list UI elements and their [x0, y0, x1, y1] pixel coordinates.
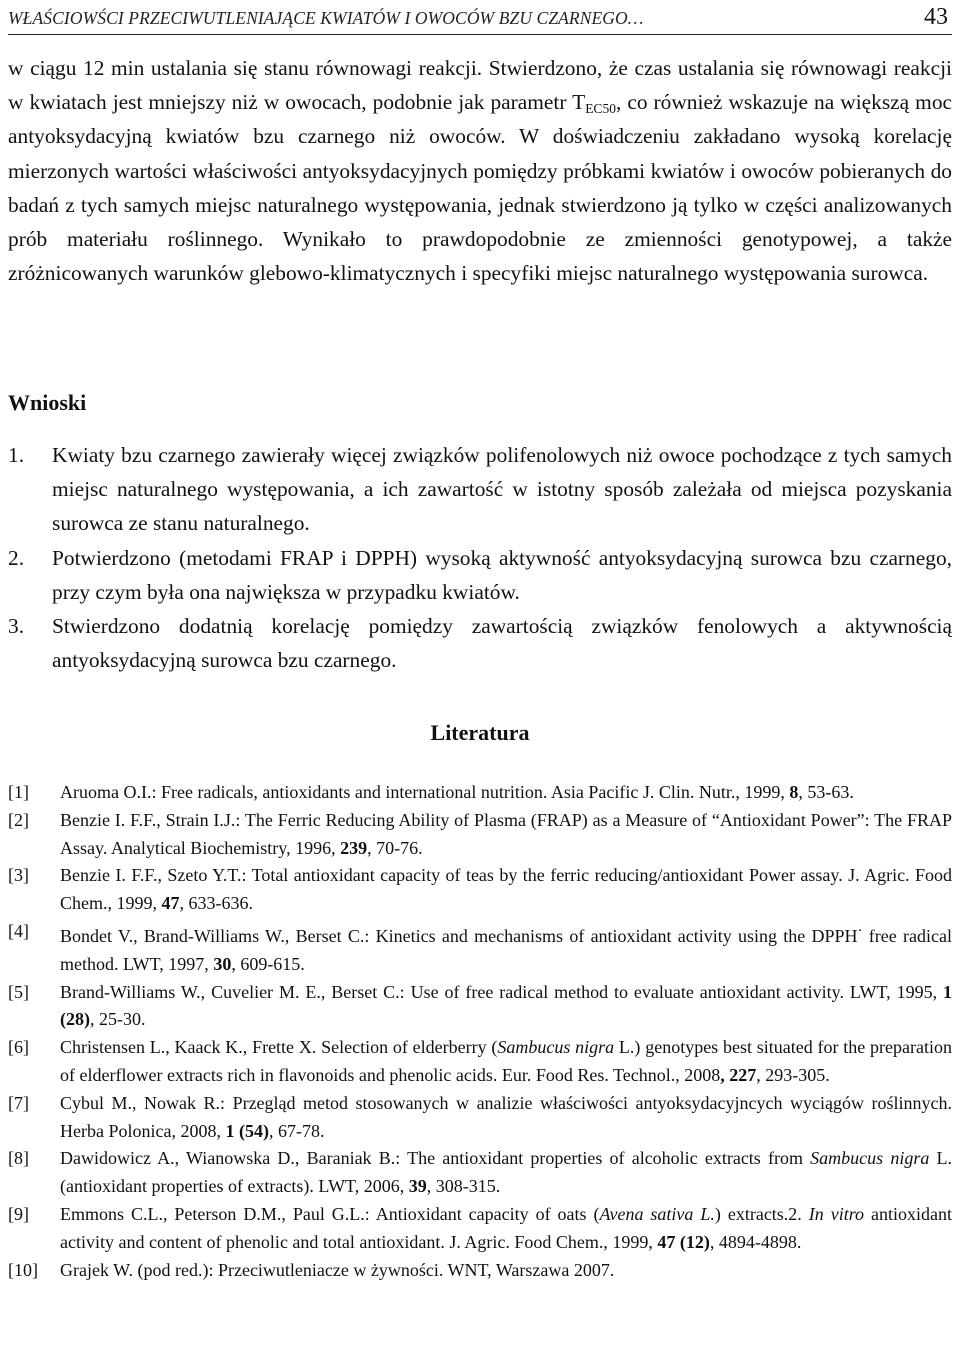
conclusion-item: 1. Kwiaty bzu czarnego zawierały więcej związków polifenolowych niż owoce pochodzące z tych samych miejsc naturalnego występowania, a ich zawartość w istotny sposób zależała od miejsca pozyskania surowca ze stanu naturalnego.	[8, 443, 952, 536]
reference-item: [10] Grajek W. (pod red.): Przeciwutleniacze w żywności. WNT, Warszawa 2007.	[8, 1259, 615, 1280]
running-title: WŁAŚCIOWŚCI PRZECIWUTLENIAJĄCE KWIATÓW I OWOCÓW BZU CZARNEGO…	[8, 8, 644, 28]
reference-item: [2] Benzie I. F.F., Strain I.J.: The Ferric Reducing Ability of Plasma (FRAP) as a Measure of “Antioxidant Power”: The FRAP Assay. Analytical Biochemistry, 1996, 239, 70-76.	[8, 809, 952, 858]
subscript-ec50: EC50	[585, 101, 616, 117]
reference-item: [3] Benzie I. F.F., Szeto Y.T.: Total antioxidant capacity of teas by the ferric reducing/antioxidant Power assay. J. Agric. Food Chem., 1999, 47, 633-636.	[8, 865, 952, 914]
conclusions-list	[8, 438, 952, 677]
reference-item: [4] Bondet V., Brand-Williams W., Berset C.: Kinetics and mechanisms of antioxidant activity using the DPPH· free radical method. LWT, 1997, 30, 609-615.	[8, 920, 952, 974]
reference-item: [6] Christensen L., Kaack K., Frette X. Selection of elderberry (Sambucus nigra L.) genotypes best situated for the preparation of elderflower extracts rich in flavonoids and phenolic acids. Eur. Food Res. Technol., 2008, 227, 293-305.	[8, 1037, 952, 1085]
page-number: 43	[924, 4, 948, 30]
paragraph-discussion: w ciągu 12 min ustalania się stanu równowagi reakcji. Stwierdzono, że czas ustalania się równowagi reakcji w kwiatach jest mniejszy niż w owocach, podobnie jak parametr $T_{EC50}$, co również wskazuje na większą moc antyoksydacyjną kwiatów bzu czarnego niż owoców. W doświadczeniu zakładano wysoką korelację mierzonych wartości właściwości antyoksydacyjnych pomiędzy próbkami kwiatów i owoców pobieranych do badań z tych samych miejsc naturalnego występowania, jednak stwierdzono ją tylko w części analizowanych prób materiału roślinnego. Wynikało to prawdopodobnie ze zmienności genotypowej, a także zróżnicowanych warunków glebowo-klimatycznych i specyfiki miejsc naturalnego występowania surowca.	[8, 56, 953, 286]
running-header	[8, 4, 952, 35]
literature-heading: Literatura	[430, 720, 530, 745]
conclusion-item: 3. Stwierdzono dodatnią korelację pomiędzy zawartością związków fenolowych a aktywnością antyoksydacyjną surowca bzu czarnego.	[8, 614, 952, 673]
reference-item: [9] Emmons C.L., Peterson D.M., Paul G.L.: Antioxidant capacity of oats (Avena sativa L.) extracts.2. In vitro antioxidant activity and content of phenolic and total antioxidant. J. Agric. Food Chem., 1999, 47 (12), 4894-4898.	[8, 1203, 952, 1252]
reference-item: [7] Cybul M., Nowak R.: Przegląd metod stosowanych w analizie właściwości antyoksydacyjncych wyciągów roślinnych. Herba Polonica, 2008, 1 (54), 67-78.	[8, 1092, 952, 1141]
conclusions-heading: Wnioski	[8, 390, 87, 415]
reference-item: [1] Aruoma O.I.: Free radicals, antioxidants and international nutrition. Asia Pacific J. Clin. Nutr., 1999, 8, 53-63.	[8, 782, 854, 802]
reference-item: [5] Brand-Williams W., Cuvelier M. E., Berset C.: Use of free radical method to evaluate antioxidant activity. LWT, 1995, 1 (28), 25-30.	[8, 981, 952, 1030]
reference-item: [8] Dawidowicz A., Wianowska D., Baraniak B.: The antioxidant properties of alcoholic extracts from Sambucus nigra L. (antioxidant properties of extracts). LWT, 2006, 39, 308-315.	[8, 1148, 952, 1197]
conclusion-item: 2. Potwierdzono (metodami FRAP i DPPH) wysoką aktywność antyoksydacyjną surowca bzu czarnego, przy czym była ona największa w przypadku kwiatów.	[8, 545, 952, 604]
reference-list	[8, 779, 952, 1284]
body-paragraph	[8, 51, 952, 290]
